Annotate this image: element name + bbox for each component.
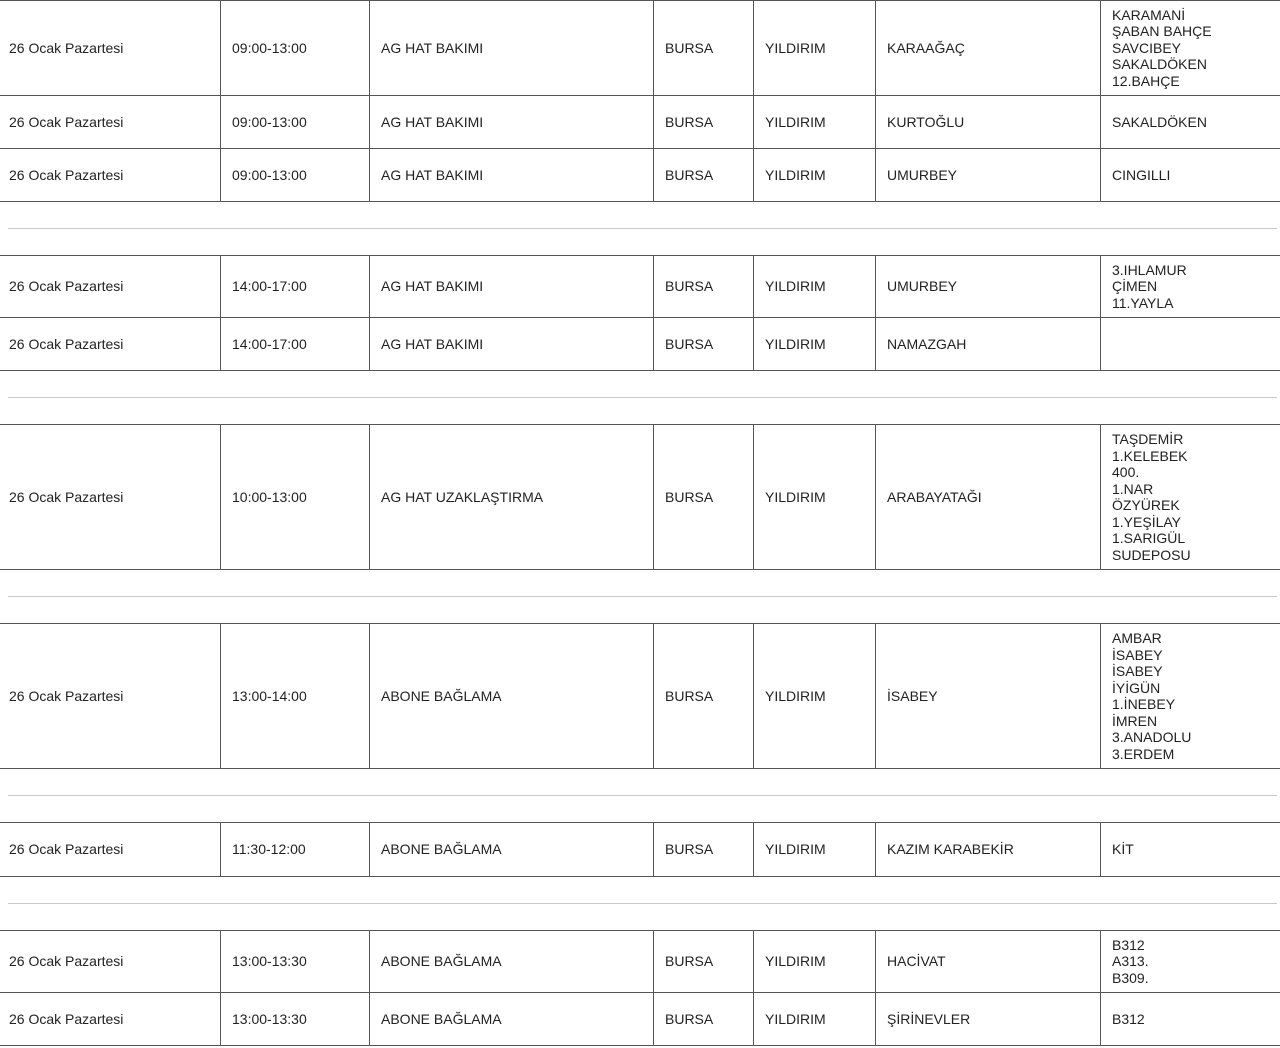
date-cell: 26 Ocak Pazartesi (0, 96, 221, 148)
street-name: SUDEPOSU (1112, 546, 1191, 563)
table-row (0, 256, 1280, 317)
time-range-cell: 09:00-13:00 (221, 96, 370, 148)
street-name: ÖZYÜREK (1112, 497, 1180, 513)
schedule-group (0, 0, 1280, 202)
district-cell: YILDIRIM (754, 993, 876, 1045)
streets-cell (1101, 149, 1280, 201)
city-cell: BURSA (654, 1, 754, 95)
date-cell: 26 Ocak Pazartesi (0, 823, 221, 876)
work-type-cell: ABONE BAĞLAMA (370, 823, 654, 876)
street-name: ŞABAN BAHÇE (1112, 23, 1212, 40)
group-separator (0, 769, 1280, 822)
date-cell: 26 Ocak Pazartesi (0, 318, 221, 370)
work-type-cell: AG HAT UZAKLAŞTIRMA (370, 425, 654, 569)
date-cell: 26 Ocak Pazartesi (0, 256, 221, 317)
group-separator (0, 570, 1280, 623)
district-cell: YILDIRIM (754, 256, 876, 317)
street-name: KARAMANİ (1112, 6, 1186, 23)
district-cell: YILDIRIM (754, 149, 876, 201)
separator-line (8, 228, 1277, 229)
table-row (0, 823, 1280, 876)
work-type-cell: ABONE BAĞLAMA (370, 993, 654, 1045)
work-type-cell: AG HAT BAKIMI (370, 149, 654, 201)
time-range-cell: 09:00-13:00 (221, 149, 370, 201)
time-range-cell: 11:30-12:00 (221, 823, 370, 876)
time-range-cell: 14:00-17:00 (221, 318, 370, 370)
district-cell: YILDIRIM (754, 318, 876, 370)
work-type-cell: AG HAT BAKIMI (370, 1, 654, 95)
neighborhood-cell: KURTOĞLU (876, 96, 1101, 148)
streets-cell (1101, 1, 1280, 95)
streets-cell (1101, 931, 1280, 992)
neighborhood-cell: NAMAZGAH (876, 318, 1101, 370)
street-name: KİT (1112, 841, 1134, 858)
city-cell: BURSA (654, 256, 754, 317)
table-row (0, 1, 1280, 95)
street-name: 1.YEŞİLAY (1112, 513, 1182, 530)
separator-line (8, 596, 1277, 597)
street-name: CINGILLI (1112, 166, 1171, 183)
neighborhood-cell: KAZIM KARABEKİR (876, 823, 1101, 876)
district-cell: YILDIRIM (754, 931, 876, 992)
district-cell: YILDIRIM (754, 823, 876, 876)
street-name: İMREN (1112, 712, 1158, 729)
streets-cell (1101, 318, 1280, 370)
street-name: 12.BAHÇE (1112, 72, 1180, 89)
city-cell: BURSA (654, 96, 754, 148)
street-name: 3.ERDEM (1112, 745, 1175, 762)
date-cell: 26 Ocak Pazartesi (0, 993, 221, 1045)
street-name: 400. (1112, 464, 1140, 480)
table-row (0, 992, 1280, 1045)
separator-line (8, 397, 1277, 398)
street-name: AMBAR (1112, 630, 1162, 646)
streets-cell (1101, 256, 1280, 317)
streets-cell (1101, 823, 1280, 876)
schedule-group (0, 255, 1280, 371)
neighborhood-cell: UMURBEY (876, 149, 1101, 201)
work-type-cell: AG HAT BAKIMI (370, 318, 654, 370)
neighborhood-cell: ARABAYATAĞI (876, 425, 1101, 569)
time-range-cell: 13:00-13:30 (221, 931, 370, 992)
streets-cell (1101, 624, 1280, 768)
schedule-group (0, 930, 1280, 1046)
street-name: İSABEY (1112, 663, 1163, 679)
district-cell: YILDIRIM (754, 1, 876, 95)
date-cell: 26 Ocak Pazartesi (0, 931, 221, 992)
neighborhood-cell: İSABEY (876, 624, 1101, 768)
schedule-group (0, 822, 1280, 877)
date-cell: 26 Ocak Pazartesi (0, 624, 221, 768)
neighborhood-cell: HACİVAT (876, 931, 1101, 992)
street-name: SAVCIBEY (1112, 39, 1181, 56)
street-name: 1.KELEBEK (1112, 447, 1188, 464)
district-cell: YILDIRIM (754, 425, 876, 569)
street-name: ÇİMEN (1112, 278, 1158, 295)
separator-line (8, 795, 1277, 796)
street-name: 1.NAR (1112, 480, 1154, 497)
neighborhood-cell: UMURBEY (876, 256, 1101, 317)
district-cell: YILDIRIM (754, 96, 876, 148)
time-range-cell: 13:00-14:00 (221, 624, 370, 768)
time-range-cell: 10:00-13:00 (221, 425, 370, 569)
table-row (0, 931, 1280, 992)
neighborhood-cell: KARAAĞAÇ (876, 1, 1101, 95)
street-name: 1.SARIGÜL (1112, 530, 1186, 546)
work-type-cell: AG HAT BAKIMI (370, 256, 654, 317)
separator-line (8, 903, 1277, 904)
date-cell: 26 Ocak Pazartesi (0, 1, 221, 95)
street-name: B312 (1112, 1010, 1145, 1027)
street-name: SAKALDÖKEN (1112, 56, 1207, 73)
table-row (0, 95, 1280, 148)
time-range-cell: 09:00-13:00 (221, 1, 370, 95)
date-cell: 26 Ocak Pazartesi (0, 149, 221, 201)
work-type-cell: ABONE BAĞLAMA (370, 931, 654, 992)
city-cell: BURSA (654, 149, 754, 201)
city-cell: BURSA (654, 624, 754, 768)
streets-cell (1101, 425, 1280, 569)
street-name: B312 (1112, 936, 1145, 953)
street-name: A313. (1112, 953, 1149, 970)
street-name: TAŞDEMİR (1112, 431, 1184, 447)
city-cell: BURSA (654, 425, 754, 569)
street-name: 3.ANADOLU (1112, 729, 1192, 745)
street-name: SAKALDÖKEN (1112, 113, 1207, 130)
streets-cell (1101, 96, 1280, 148)
group-separator (0, 202, 1280, 255)
street-name: 11.YAYLA (1112, 294, 1174, 311)
group-separator (0, 371, 1280, 424)
table-row (0, 624, 1280, 768)
group-separator (0, 877, 1280, 930)
date-cell: 26 Ocak Pazartesi (0, 425, 221, 569)
street-name: İYİGÜN (1112, 679, 1161, 696)
time-range-cell: 13:00-13:30 (221, 993, 370, 1045)
streets-cell (1101, 993, 1280, 1045)
work-type-cell: ABONE BAĞLAMA (370, 624, 654, 768)
street-name: 3.IHLAMUR (1112, 261, 1187, 278)
street-name: 1.İNEBEY (1112, 696, 1176, 712)
table-row (0, 148, 1280, 201)
city-cell: BURSA (654, 823, 754, 876)
neighborhood-cell: ŞİRİNEVLER (876, 993, 1101, 1045)
street-name: İSABEY (1112, 646, 1163, 663)
time-range-cell: 14:00-17:00 (221, 256, 370, 317)
table-row (0, 317, 1280, 370)
district-cell: YILDIRIM (754, 624, 876, 768)
work-type-cell: AG HAT BAKIMI (370, 96, 654, 148)
city-cell: BURSA (654, 318, 754, 370)
city-cell: BURSA (654, 931, 754, 992)
city-cell: BURSA (654, 993, 754, 1045)
schedule-group (0, 424, 1280, 570)
schedule-group (0, 623, 1280, 769)
table-row (0, 425, 1280, 569)
street-name: B309. (1112, 969, 1149, 986)
